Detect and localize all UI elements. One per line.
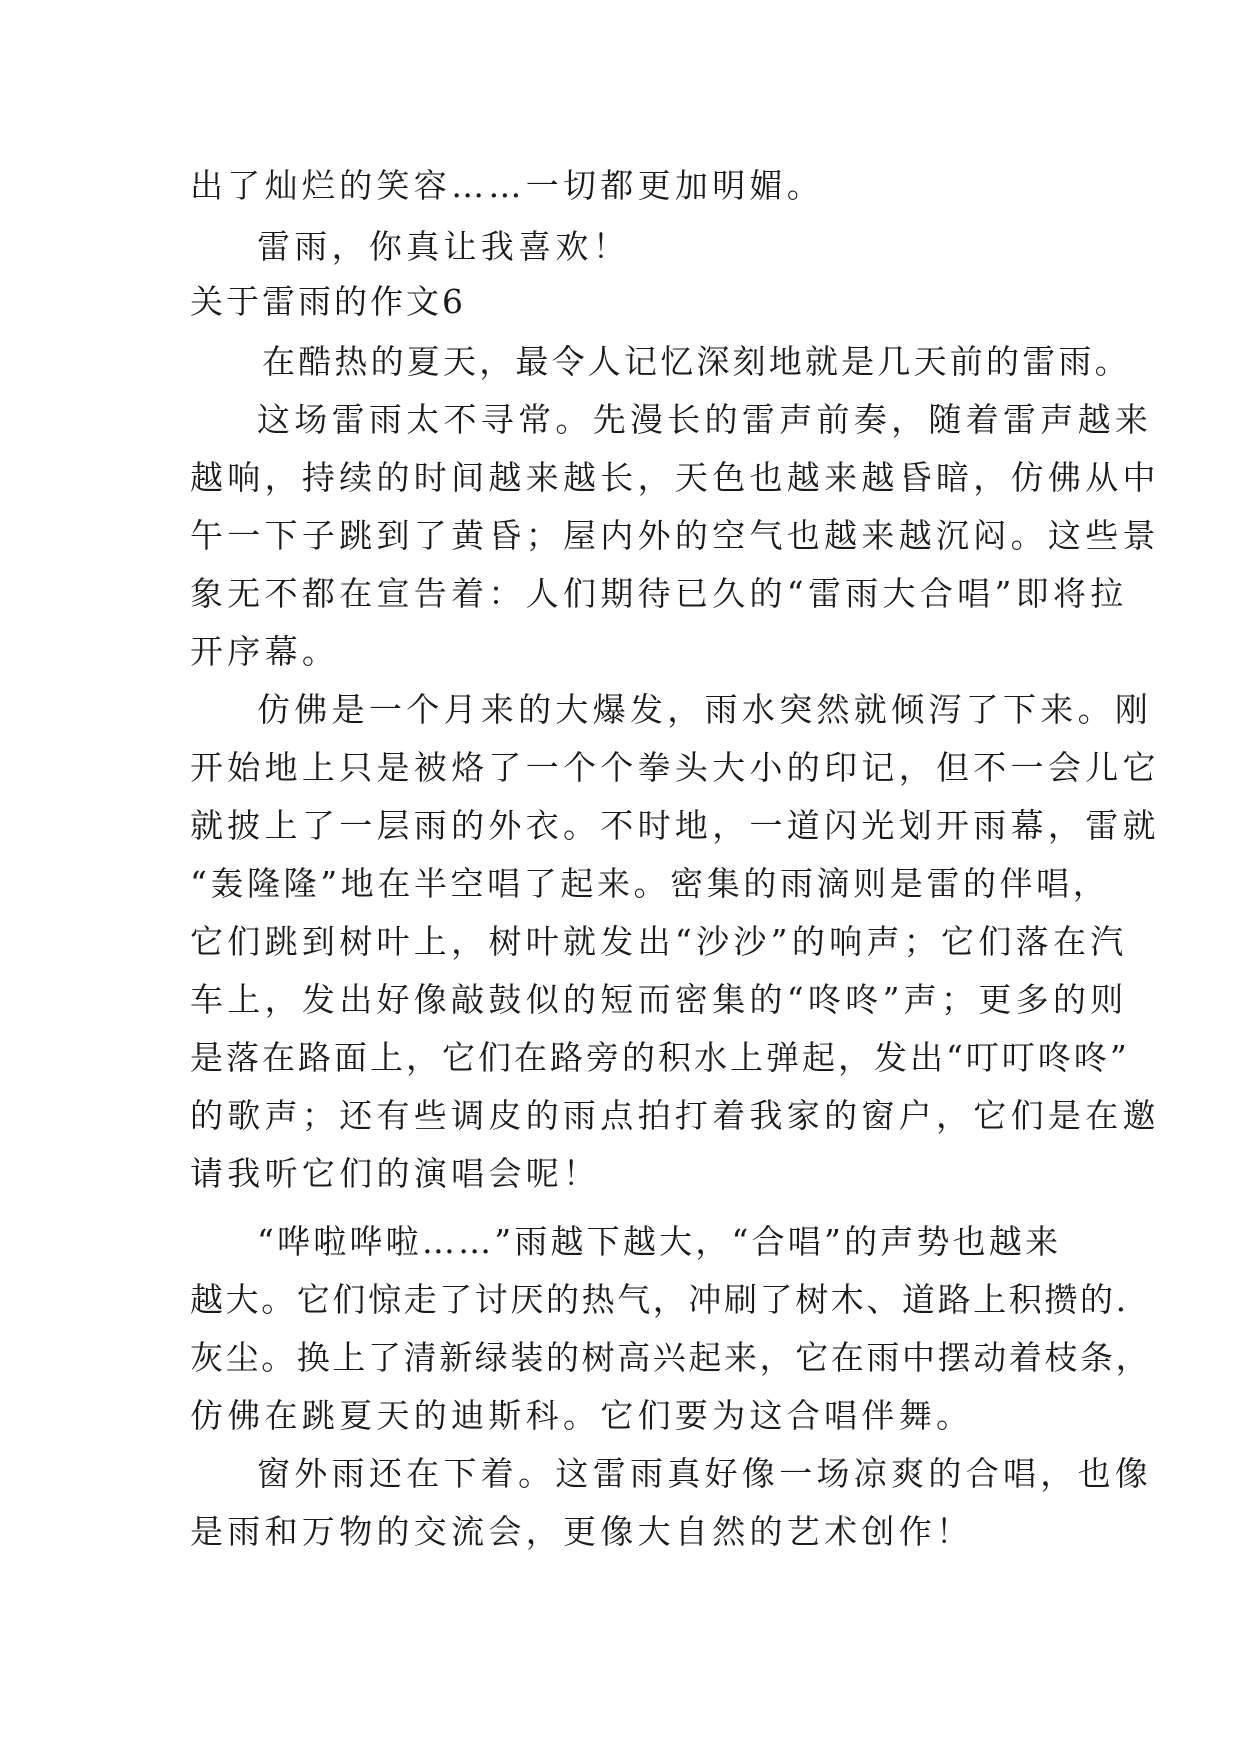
text-line: 仿佛在跳夏天的迪斯科。它们要为这合唱伴舞。: [190, 1396, 974, 1435]
text-line: 灰尘。换上了清新绿装的树高兴起来，它在雨中摆动着枝条，: [190, 1338, 1152, 1377]
section-title: 关于雷雨的作文6: [190, 282, 466, 321]
text-line: 窗外雨还在下着。这雷雨真好像一场凉爽的合唱，也像: [257, 1454, 1153, 1493]
text-line: “轰隆隆”地在半空唱了起来。密集的雨滴则是雷的伴唱，: [190, 864, 1110, 903]
text-line: 是雨和万物的交流会，更像大自然的艺术创作！: [190, 1512, 974, 1551]
text-line: 出了灿烂的笑容……一切都更加明媚。: [190, 166, 825, 205]
text-line: 开始地上只是被烙了一个个拳头大小的印记，但不一会儿它: [190, 748, 1160, 787]
text-line: 越大。它们惊走了讨厌的热气，冲刷了树木、道路上积攒的.: [190, 1280, 1129, 1319]
text-line: 开序幕。: [190, 632, 340, 671]
text-line: 就披上了一层雨的外衣。不时地，一道闪光划开雨幕，雷就: [190, 806, 1160, 845]
text-line: 仿佛是一个月来的大爆发，雨水突然就倾泻了下来。刚: [257, 690, 1153, 729]
text-line: “哗啦哗啦……”雨越下越大，“合唱”的声势也越来: [257, 1222, 1062, 1261]
text-line: 请我听它们的演唱会呢！: [190, 1154, 601, 1193]
text-line: 越响，持续的时间越来越长，天色也越来越昏暗，仿佛从中: [190, 458, 1160, 497]
text-line: 象无不都在宣告着：人们期待已久的“雷雨大合唱”即将拉: [190, 574, 1128, 613]
text-line: 它们跳到树叶上，树叶就发出“沙沙”的响声；它们落在汽: [190, 922, 1128, 961]
text-line: 在酷热的夏天，最令人记忆深刻地就是几天前的雷雨。: [262, 342, 1131, 381]
text-line: 车上，发出好像敲鼓似的短而密集的“咚咚”声；更多的则: [190, 980, 1128, 1019]
text-line: 这场雷雨太不寻常。先漫长的雷声前奏，随着雷声越来: [257, 400, 1153, 439]
text-line: 午一下子跳到了黄昏；屋内外的空气也越来越沉闷。这些景: [190, 516, 1160, 555]
text-line: 是落在路面上，它们在路旁的积水上弹起，发出“叮叮咚咚”: [190, 1038, 1130, 1077]
text-line: 的歌声；还有些调皮的雨点拍打着我家的窗户，它们是在邀: [190, 1096, 1160, 1135]
text-line: 雷雨，你真让我喜欢！: [257, 227, 630, 266]
